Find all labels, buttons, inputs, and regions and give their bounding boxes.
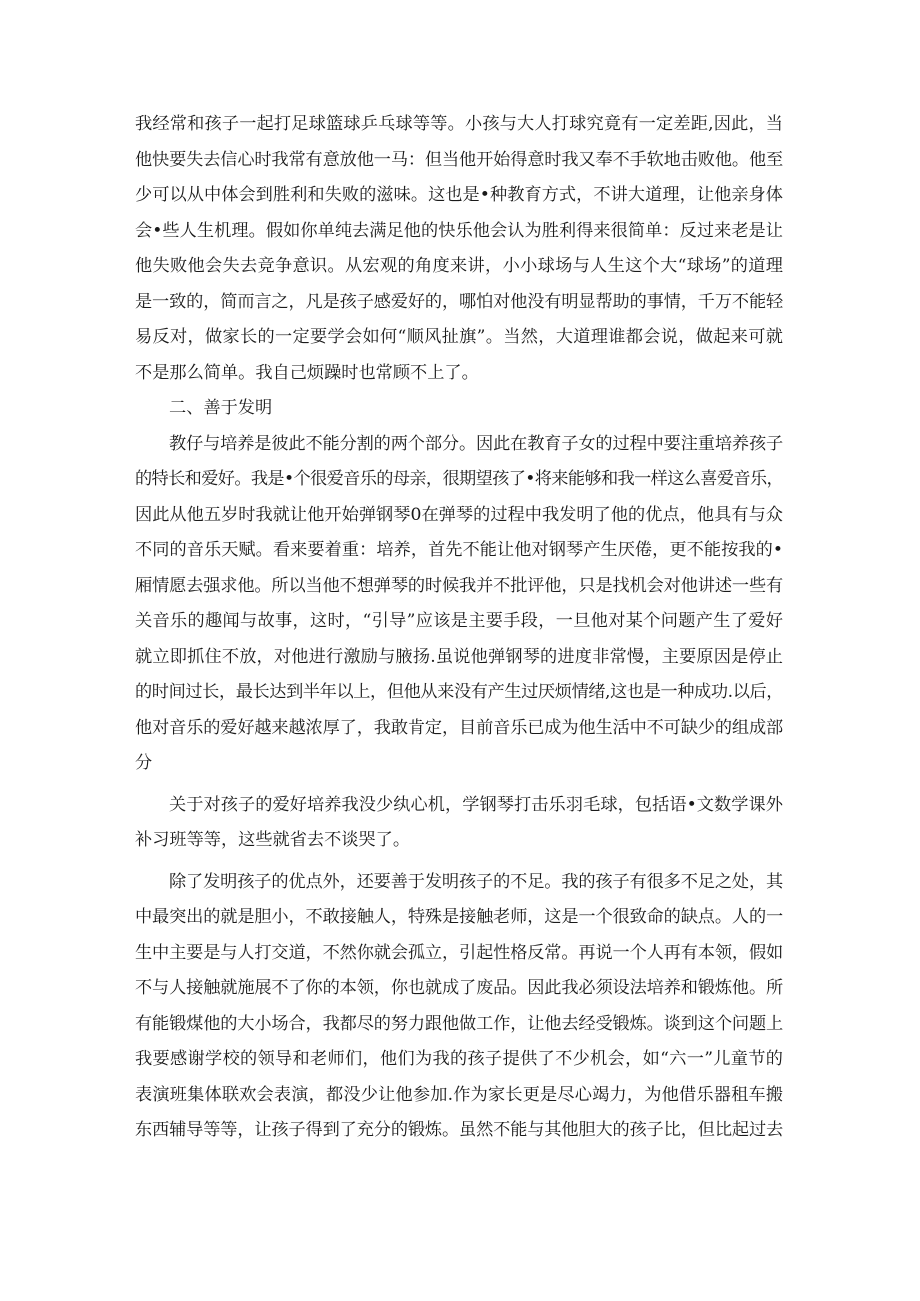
- text-line: 他对音乐的爱好越来越浓厚了，我敢肯定，目前音乐已成为他生活中不可缺少的组成部: [135, 717, 783, 738]
- text-line: 他失败他会失去竞争意识。从宏观的角度来讲，小小球场与人生这个大“球场”的道理: [135, 256, 783, 276]
- paragraph-shortcomings: [135, 865, 783, 1149]
- text-line: 生中主要是与人打交道，不然你就会孤立，引起性格反常。再说一个人再有本领，假如: [135, 942, 783, 963]
- text-line: 表演班集体联欢会表演，都没少让他参加.作为家长更是尽心竭力，为他借乐器租车搬: [135, 1084, 783, 1105]
- text-line: 教仔与培养是彼此不能分割的两个部分。因此在教育子女的过程中要注重培养孩子: [169, 433, 783, 454]
- text-line: 我经常和孩子一起打足球篮球乒乓球等等。小孩与大人打球究竟有一定差距,因此，当: [135, 114, 783, 134]
- paragraph-music: [135, 427, 783, 782]
- text-line: 是一致的，简而言之，凡是孩子感爱好的，哪怕对他没有明显帮助的事情，千万不能轻: [135, 291, 783, 312]
- text-line: 不是那么简单。我自己烦躁时也常顾不上了。: [135, 362, 479, 383]
- text-line: 少可以从中体会到胜利和失败的滋味。这也是•种教育方式，不讲大道理，让他亲身体: [135, 185, 783, 205]
- text-line: 会•些人生机理。假如你单纯去满足他的快乐他会认为胜利得来很简单：反过来老是让: [135, 220, 783, 241]
- section-heading: [135, 391, 783, 427]
- text-line: 我要感谢学校的领导和老师们，他们为我的孩子提供了不少机会，如“六一”儿童节的: [135, 1049, 783, 1069]
- text-line: 他快要失去信心时我常有意放他一马：但当他开始得意时我又奉不手软地击败他。他至: [135, 149, 783, 170]
- text-line: 有能锻煤他的大小场合，我都尽的努力跟他做工作，让他去经受锻炼。谈到这个问题上: [135, 1013, 783, 1034]
- text-line: 不与人接触就施展不了你的本领，你也就成了废品。因此我必须设法培养和锻炼他。所: [135, 978, 783, 998]
- section-heading-text: 二、善于发明: [169, 398, 273, 418]
- text-line: 厢情愿去强求他。所以当他不想弹琴的时候我并不批评他，只是找机会对他讲述一些有: [135, 575, 783, 596]
- text-line: 关音乐的趣闻与故事，这时，“引导”应该是主要手段，一旦他对某个问题产生了爱好: [135, 611, 783, 631]
- paragraph-hobbies: [135, 788, 783, 859]
- document-body: [135, 107, 783, 1149]
- text-line: 就立即抓住不放，对他进行激励与腋扬.虽说他弹钢琴的进度非常慢，主要原因是停止: [135, 646, 783, 667]
- text-line: 易反对，做家长的一定要学会如何“顺风扯旗”。当然，大道理谁都会说，做起来可就: [135, 327, 783, 347]
- paragraph-sports: [135, 107, 783, 391]
- text-line: 除了发明孩子的优点外，还要善于发明孩子的不足。我的孩子有很多不足之处，其: [169, 871, 783, 892]
- text-line: 中最突出的就是胆小，不敢接触人，特殊是接触老师，这是一个很致命的缺点。人的一: [135, 907, 783, 927]
- text-line: 因此从他五岁时我就让他开始弹钢琴0在弹琴的过程中我发明了他的优点，他具有与众: [135, 504, 783, 525]
- text-line: 关于对孩子的爱好培养我没少纨心机，学钢琴打击乐羽毛球，包括语•文数学课外: [169, 794, 783, 815]
- text-line: 的特长和爱好。我是•个很爱音乐的母亲，很期望孩了•将来能够和我一样这么喜爱音乐，: [135, 469, 783, 489]
- text-line: 补习班等等，这些就省去不谈哭了。: [135, 830, 411, 850]
- text-line: 的时间过长，最长达到半年以上，但他从来没有产生过厌烦情绪,这也是一种成功.以后，: [135, 682, 784, 702]
- text-line: 东西辅导等等，让孩子得到了充分的锻炼。虽然不能与其他胆大的孩子比，但比起过去: [135, 1120, 783, 1140]
- text-line: 分: [135, 753, 153, 773]
- text-line: 不同的音乐天赋。看来要着重：培养，首先不能让他对钢琴产生厌倦，更不能按我的•: [135, 540, 783, 560]
